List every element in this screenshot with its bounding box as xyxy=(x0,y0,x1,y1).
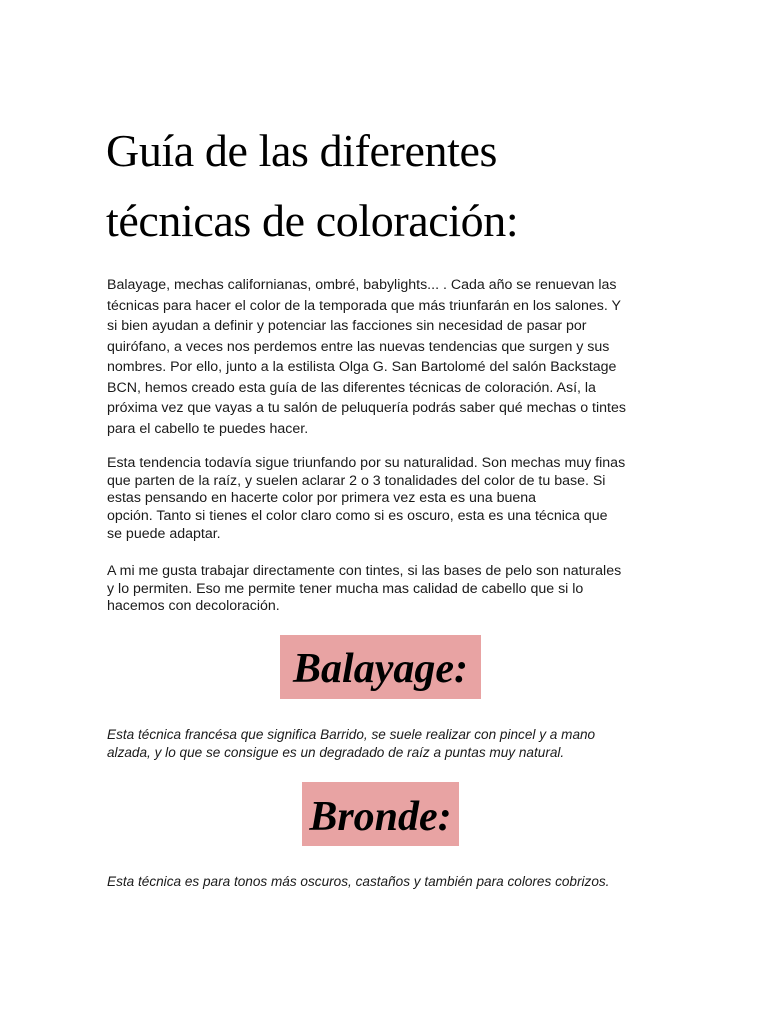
section-heading-bronde: Bronde: xyxy=(302,782,459,846)
page-title: Guía de las diferentes técnicas de coloración: xyxy=(106,125,519,246)
intro-paragraph: Balayage, mechas californianas, ombré, babylights... . Cada año se renuevan las técnicas para hacer el color de la temporada que más triunfarán en los salones. Y si bien ayudan a definir y potenciar las facciones sin necesidad de pasar por quirófano, a veces nos perdemos entre las nuevas tendencias que surgen y sus nombres. Por ello, junto a la estilista Olga G. San Bartolomé del salón Backstage BCN, hemos creado esta guía de las diferentes técnicas de coloración. Así, la próxima vez que vayas a tu salón de peluquería podrás saber qué mechas o tintes para el cabello te puedes hacer. xyxy=(107,277,626,437)
trend-paragraph: Esta tendencia todavía sigue triunfando por su naturalidad. Son mechas muy finas que parten de la raíz, y suelen aclarar 2 o 3 tonalidades del color de tu base. Si estas pensando en hacerte color por primera vez esta es una buena opción. Tanto si tienes el color claro como si es oscuro, esta es una técnica que se puede adaptar. xyxy=(107,455,626,542)
section-text-bronde: Esta técnica es para tonos más oscuros, castaños y también para colores cobrizos. xyxy=(107,874,610,889)
section-text-balayage: Esta técnica francésa que significa Barrido, se suele realizar con pincel y a mano alzada, y lo que se consigue es un degradado de raíz a puntas muy natural. xyxy=(107,727,596,760)
stylist-quote-paragraph: A mi me gusta trabajar directamente con tintes, si las bases de pelo son naturales y lo permiten. Eso me permite tener mucha mas calidad de cabello que si lo hacemos con decoloración. xyxy=(107,563,622,615)
section-heading-balayage: Balayage: xyxy=(280,635,481,699)
